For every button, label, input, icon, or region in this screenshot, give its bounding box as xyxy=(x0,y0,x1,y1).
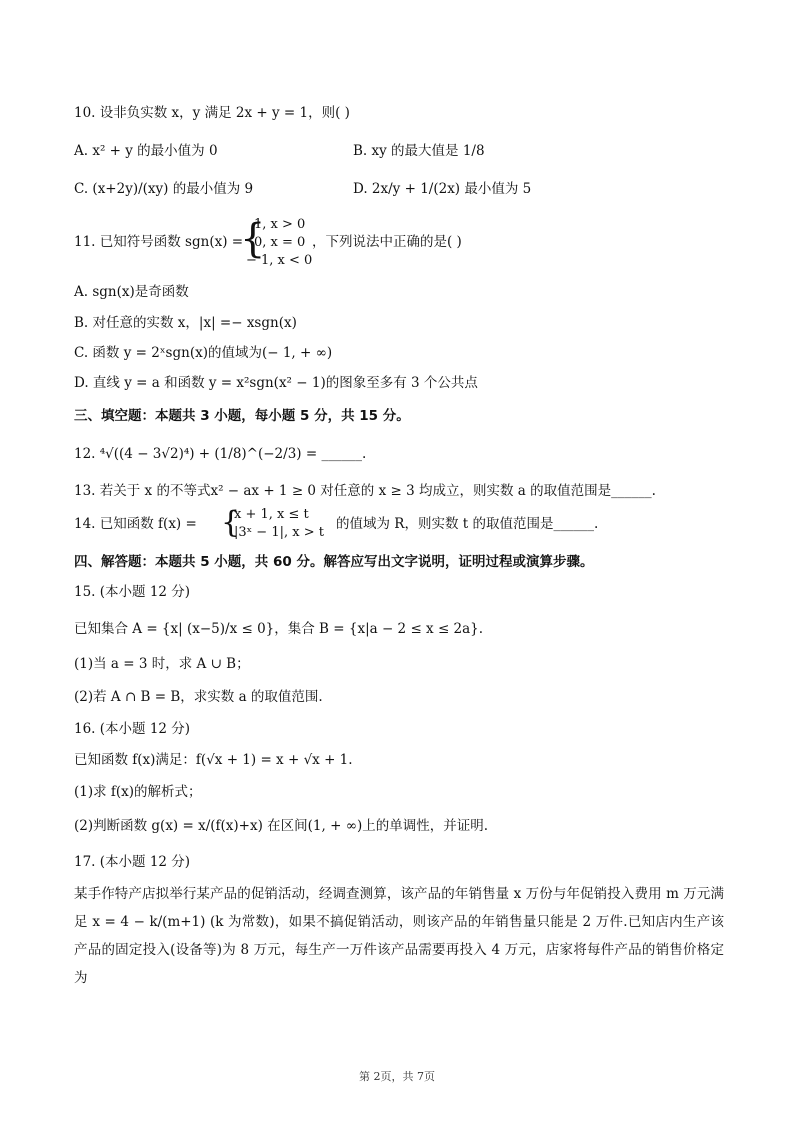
q14-left: 14. 已知函数 f(x) = xyxy=(74,516,197,532)
q10-option-a: A. x² + y 的最小值为 0 xyxy=(74,143,218,159)
page-footer: 第 2页，共 7页 xyxy=(359,1070,435,1083)
q10-option-d: D. 2x/y + 1/(2x) 最小值为 5 xyxy=(353,181,532,197)
q15-head: 15. (本小题 12 分) xyxy=(74,584,191,600)
q11-option-d: D. 直线 y = a 和函数 y = x²sgn(x² − 1)的图象至多有 3 个公共点 xyxy=(74,375,478,391)
q17-body: 某手作特产店拟举行某产品的促销活动，经调查测算，该产品的年销售量 x 万份与年促销投入费用 m 万元满足 x = 4 − k/(m+1) (k 为常数)，如果不搞促销活动，则该产品的年销售量只能是 2 万件.已知店内生产该产品的固定投入(设备等)为 8 万元，每生产一万件该产品需要再投入 4 万元，店家将每件产品的销售价格定为 xyxy=(74,886,724,986)
q14-case1: x + 1, x ≤ t xyxy=(234,507,309,522)
q10-option-c: C. (x+2y)/(xy) 的最小值为 9 xyxy=(74,181,254,197)
q11-stem-right: ，下列说法中正确的是( ) xyxy=(312,234,462,250)
q11-brace: { xyxy=(240,216,266,262)
q17-head: 17. (本小题 12 分) xyxy=(74,854,191,870)
q14-brace: { xyxy=(221,505,241,540)
q10-stem: 10. 设非负实数 x，y 满足 2x + y = 1，则( ) xyxy=(74,105,350,121)
section-4-heading: 四、解答题：本题共 5 小题，共 60 分。解答应写出文字说明，证明过程或演算步骤。 xyxy=(74,554,594,570)
section-3-heading: 三、填空题：本题共 3 小题，每小题 5 分，共 15 分。 xyxy=(74,408,410,424)
q15-part1: (1)当 a = 3 时，求 A ∪ B； xyxy=(74,656,250,672)
q11-case3: − 1, x < 0 xyxy=(246,253,313,268)
q16-part2: (2)判断函数 g(x) = x/(f(x)+x) 在区间(1, + ∞)上的单调性，并证明. xyxy=(74,818,488,834)
q12: 12. ⁴√((4 − 3√2)⁴) + (1/8)^(−2/3) = ______. xyxy=(74,446,367,462)
q11-option-a: A. sgn(x)是奇函数 xyxy=(74,284,189,300)
q11-option-c: C. 函数 y = 2ˣsgn(x)的值域为(− 1, + ∞) xyxy=(74,345,333,361)
q15-part2: (2)若 A ∩ B = B，求实数 a 的取值范围. xyxy=(74,689,323,705)
q16-head: 16. (本小题 12 分) xyxy=(74,721,191,737)
q14-right: 的值域为 R，则实数 t 的取值范围是______. xyxy=(336,516,599,532)
q11-case2: 0, x = 0 xyxy=(254,235,306,250)
q11-option-b: B. 对任意的实数 x，|x| =− xsgn(x) xyxy=(74,315,297,331)
q16-part1: (1)求 f(x)的解析式； xyxy=(74,784,202,800)
q10-option-b: B. xy 的最大值是 1/8 xyxy=(353,143,485,159)
q11-case1: 1, x > 0 xyxy=(254,217,306,232)
q14-case2: |3ˣ − 1|, x > t xyxy=(234,525,324,540)
q16-line1: 已知函数 f(x)满足：f(√x + 1) = x + √x + 1. xyxy=(74,752,353,768)
q11-stem-left: 11. 已知符号函数 sgn(x) = xyxy=(74,234,244,250)
q13: 13. 若关于 x 的不等式x² − ax + 1 ≥ 0 对任意的 x ≥ 3 均成立，则实数 a 的取值范围是______. xyxy=(74,483,656,499)
q15-line1: 已知集合 A = {x| (x−5)/x ≤ 0}，集合 B = {x|a − 2 ≤ x ≤ 2a}. xyxy=(74,621,484,637)
